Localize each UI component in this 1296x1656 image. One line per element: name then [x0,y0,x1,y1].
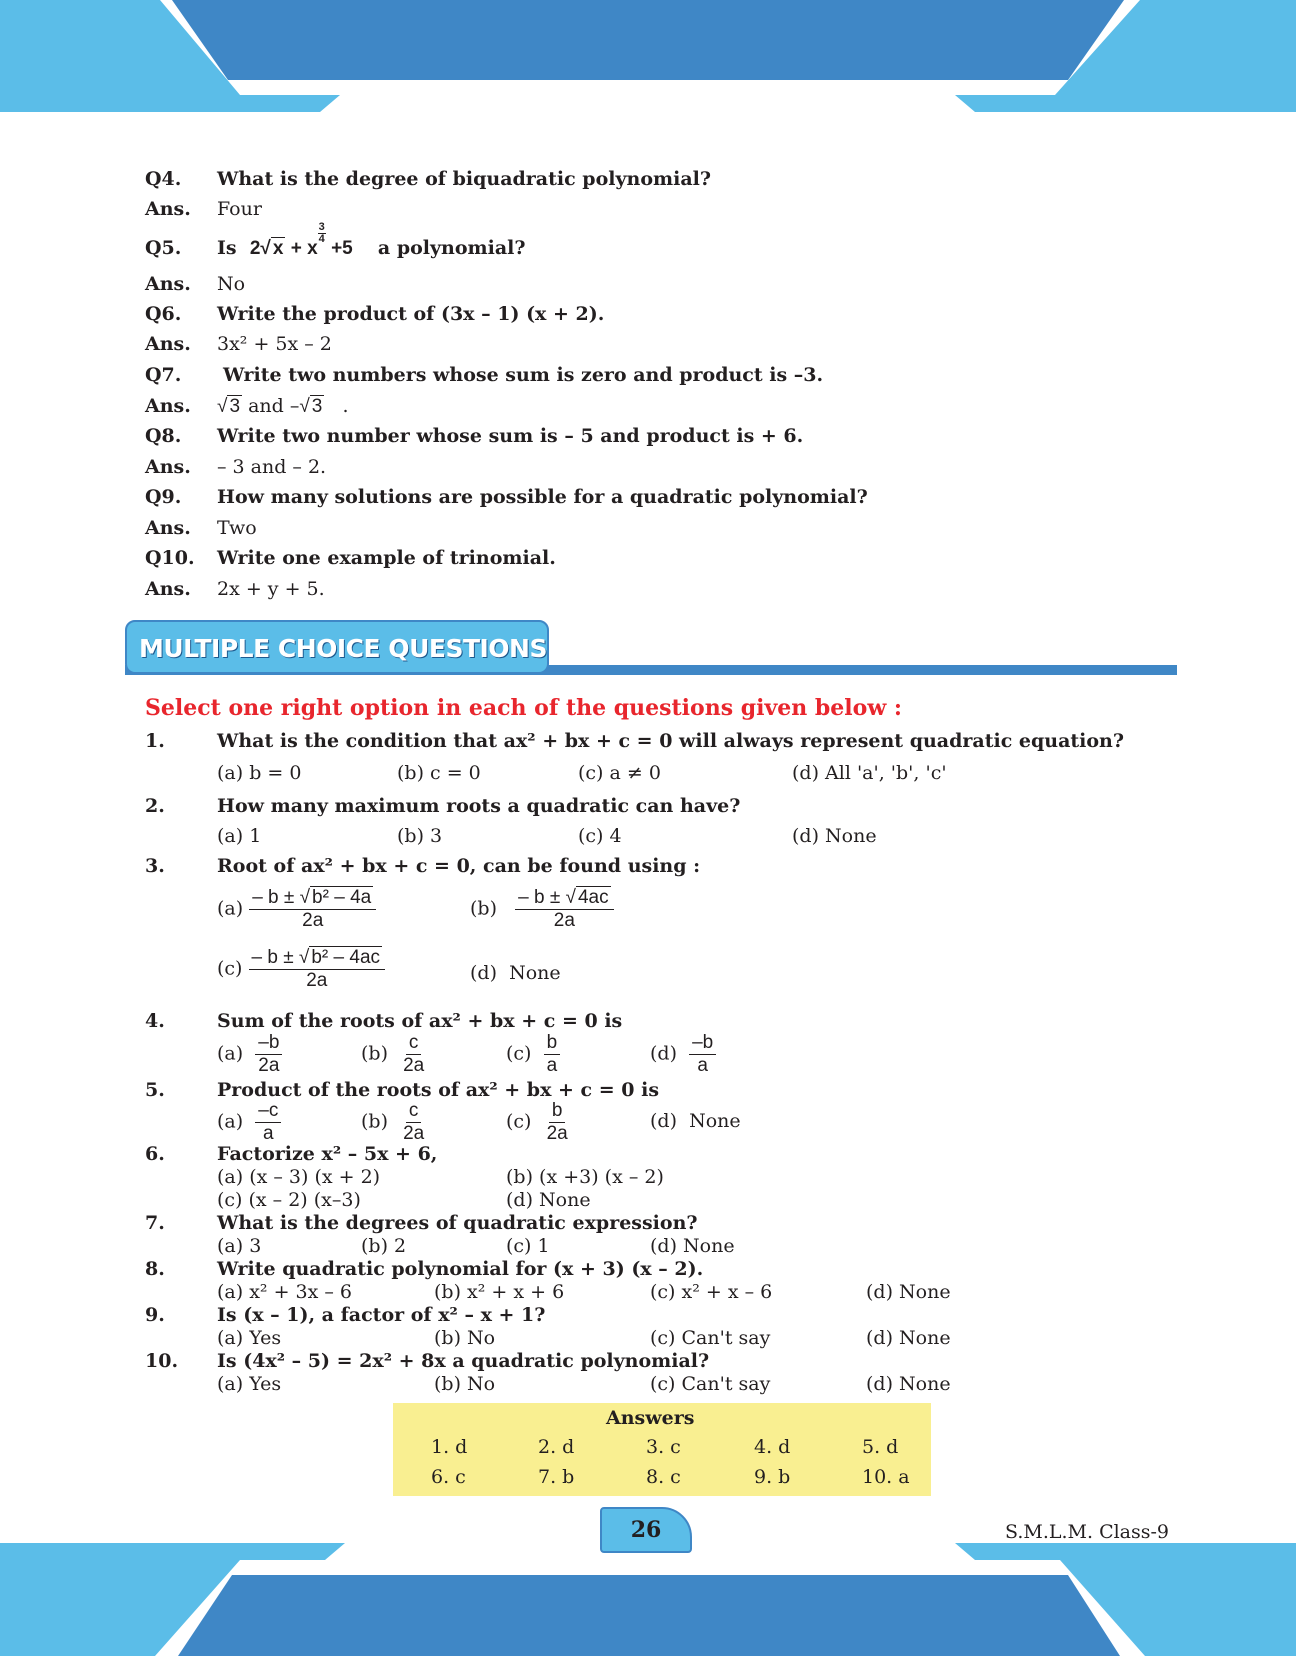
formula-pre: – b ± [518,887,561,908]
q-label: Q9. [145,486,182,508]
denominator: a [263,1123,274,1144]
numerator: c [406,1100,422,1123]
option-b[interactable]: (b) x² + x + 6 [434,1281,565,1303]
denominator: 2a [403,1055,425,1076]
a-text: Two [217,517,257,539]
option-a[interactable] [217,1100,281,1145]
option-d[interactable] [650,1032,716,1077]
option-label: (d) [650,1042,677,1065]
mcq-number: 10. [145,1350,179,1372]
a-label: Ans. [145,273,191,295]
option-b[interactable] [361,1032,427,1077]
numerator [515,887,613,910]
denominator: a [546,1055,558,1076]
denominator: 2a [403,1123,425,1144]
option-label: (b) [361,1042,388,1065]
q-text: Write two number whose sum is – 5 and product is + 6. [217,425,804,447]
answer-item: 4. d [754,1436,791,1458]
denominator: 2a [258,1055,280,1076]
option-b[interactable]: (b) c = 0 [397,762,481,784]
option-b[interactable] [470,887,614,932]
sqrt-3: √ 3 [217,396,241,417]
a-text: 3x² + 5x – 2 [217,333,332,355]
a-text: – 3 and – 2. [217,456,327,478]
section-title-box [125,620,549,674]
option-a[interactable]: (a) 1 [217,825,262,847]
mcq-number: 7. [145,1212,165,1234]
formula [249,887,376,932]
section-title: MULTIPLE CHOICE QUESTIONS [139,634,547,663]
option-d[interactable]: (d) None [792,825,877,847]
option-b[interactable]: (b) (x +3) (x – 2) [506,1166,664,1188]
top-banner [0,0,1296,115]
a-label: Ans. [145,578,191,600]
q5-exp-den: 4 [318,233,325,245]
mcq-question: Sum of the roots of ax² + bx + c = 0 is [217,1010,623,1032]
option-d[interactable]: (d) None [506,1189,591,1211]
sqrt: √ 4ac [565,887,609,908]
q5-exp-num: 3 [318,221,325,233]
q-text: Write one example of trinomial. [217,547,556,569]
option-text: None [509,962,561,984]
fraction [400,1100,427,1145]
mcq-number: 8. [145,1258,165,1280]
section-header [125,620,1177,678]
radicand: 3 [311,396,323,417]
option-label: (b) [470,897,497,920]
bottom-banner [0,1540,1296,1656]
page-number: 26 [630,1517,662,1543]
answer-item: 9. b [754,1466,791,1488]
q5-sqrt: √ x [260,238,284,259]
answer-item: 7. b [538,1466,575,1488]
option-label: (c) [217,957,243,980]
option-c[interactable]: (c) 4 [578,825,622,847]
option-a[interactable]: (a) Yes [217,1327,282,1349]
answer-item: 1. d [431,1436,468,1458]
answer-item: 3. c [646,1436,681,1458]
q-label: Q5. [145,237,182,259]
option-label: (b) [361,1110,388,1133]
mcq-question: Write quadratic polynomial for (x + 3) (x – 2). [217,1258,704,1280]
option-d[interactable]: (d) None [866,1281,951,1303]
mcq-question: Product of the roots of ax² + bx + c = 0 is [217,1079,660,1101]
q-pre: Is [217,237,237,259]
answer-item: 2. d [538,1436,575,1458]
option-b[interactable]: (b) No [434,1373,496,1395]
period: . [342,395,349,417]
a-label: Ans. [145,333,191,355]
option-d[interactable] [470,962,561,984]
fraction [255,1100,281,1145]
option-a[interactable] [217,887,376,932]
mcq-question: What is the degrees of quadratic expression? [217,1212,698,1234]
denominator: 2a [546,1123,568,1144]
fraction [544,1100,571,1145]
radicand: b² – 4ac [311,947,381,968]
q5-expression [249,221,358,259]
mcq-number: 5. [145,1079,165,1101]
option-label: (a) [217,1110,244,1133]
option-c[interactable]: (c) a ≠ 0 [578,762,661,784]
fraction [544,1032,561,1077]
radicand: b² – 4a [312,887,372,908]
mcq-number: 2. [145,795,165,817]
option-d[interactable]: (d) None [866,1327,951,1349]
mcq-question: Is (x – 1), a factor of x² – x + 1? [217,1304,546,1326]
q5-tail: +5 [331,238,353,259]
answer-item: 8. c [646,1466,681,1488]
option-d[interactable] [650,1110,741,1132]
a-text: Four [217,198,262,220]
option-c[interactable]: (c) Can't say [650,1327,771,1349]
formula-pre: – b ± [251,947,294,968]
mcq-question: What is the condition that ax² + bx + c = 0 will always represent quadratic equation? [217,730,1124,752]
q-text: Write two numbers whose sum is zero and product is –3. [223,364,824,386]
numerator: –c [255,1100,281,1123]
a-text: 2x + y + 5. [217,578,325,600]
option-a[interactable]: (a) x² + 3x – 6 [217,1281,352,1303]
q-label: Q7. [145,364,182,386]
q5-radicand: x [272,238,284,259]
fraction [255,1032,282,1077]
answer-item: 5. d [862,1436,899,1458]
option-label: (d) [650,1110,677,1132]
sqrt-3: √ 3 [299,396,323,417]
radicand: 3 [229,396,241,417]
formula-pre: – b ± [252,887,295,908]
numerator: b [544,1032,561,1055]
q5-exponent [318,222,326,245]
option-c[interactable]: (c) (x – 2) (x–3) [217,1189,361,1211]
q-text [217,221,526,261]
mcq-number: 3. [145,855,165,877]
option-c[interactable]: (c) 1 [506,1235,550,1257]
formula [249,947,386,992]
option-a[interactable] [217,1032,282,1077]
sqrt: √ b² – 4a [299,887,372,908]
answer-item: 6. c [431,1466,466,1488]
option-b[interactable]: (b) No [434,1327,496,1349]
denominator: 2a [553,910,575,931]
numerator: b [549,1100,566,1123]
mcq-number: 1. [145,730,165,752]
radicand: 4ac [577,887,609,908]
numerator: –b [689,1032,716,1055]
q5-coef: 2 [249,238,261,259]
book-title: S.M.L.M. Class-9 [1005,1521,1170,1543]
q-text: How many solutions are possible for a quadratic polynomial? [217,486,868,508]
a-text [217,394,349,419]
instruction: Select one right option in each of the questions given below : [145,695,903,721]
numerator [249,947,386,970]
denominator: 2a [306,970,328,991]
mcq-question: Root of ax² + bx + c = 0, can be found using : [217,855,701,877]
option-d[interactable]: (d) All 'a', 'b', 'c' [792,762,947,784]
denominator: 2a [302,910,324,931]
q-label: Q6. [145,303,182,325]
option-label: (c) [506,1110,532,1133]
a-label: Ans. [145,395,191,417]
q-text: What is the degree of biquadratic polynomial? [217,168,711,190]
option-label: (a) [217,1042,244,1065]
option-c[interactable] [506,1032,560,1077]
formula [515,887,613,932]
minus-sign: – [289,395,300,417]
sqrt: √ b² – 4ac [298,947,381,968]
option-c[interactable]: (c) x² + x – 6 [650,1281,773,1303]
option-b[interactable]: (b) 3 [397,825,443,847]
a-label: Ans. [145,198,191,220]
answers-title: Answers [606,1407,695,1429]
option-a[interactable]: (a) (x – 3) (x + 2) [217,1166,381,1188]
mcq-number: 4. [145,1010,165,1032]
q-post: a polynomial? [377,237,526,259]
q-label: Q4. [145,168,182,190]
q5-plus: + [290,238,302,259]
mcq-number: 6. [145,1143,165,1165]
mcq-question: Factorize x² – 5x + 6, [217,1143,438,1165]
option-a[interactable]: (a) 3 [217,1235,262,1257]
option-label: (a) [217,897,244,920]
q-text: Write the product of (3x – 1) (x + 2). [217,303,605,325]
option-label: (d) [470,962,497,984]
option-c[interactable] [506,1100,571,1145]
option-a[interactable]: (a) b = 0 [217,762,302,784]
mcq-question: Is (4x² – 5) = 2x² + 8x a quadratic polynomial? [217,1350,710,1372]
answer-item: 10. a [862,1466,910,1488]
option-text: None [689,1110,741,1132]
denominator: a [697,1055,708,1076]
option-d[interactable]: (d) None [866,1373,951,1395]
option-label: (c) [506,1042,532,1065]
numerator [249,887,376,910]
option-b[interactable]: (b) 2 [361,1235,407,1257]
mcq-number: 9. [145,1304,165,1326]
q5-base: x [307,238,318,259]
a-label: Ans. [145,456,191,478]
fraction [689,1032,716,1077]
option-d[interactable]: (d) None [650,1235,735,1257]
mcq-question: How many maximum roots a quadratic can have? [217,795,741,817]
option-c[interactable] [217,947,385,992]
q-label: Q8. [145,425,182,447]
option-c[interactable]: (c) Can't say [650,1373,771,1395]
option-a[interactable]: (a) Yes [217,1373,282,1395]
fraction [400,1032,427,1077]
numerator: –b [255,1032,282,1055]
a-label: Ans. [145,517,191,539]
option-b[interactable] [361,1100,427,1145]
answers-box [393,1403,931,1496]
numerator: c [406,1032,422,1055]
a-text: No [217,273,246,295]
q-label: Q10. [145,547,195,569]
and-text: and [248,395,284,417]
